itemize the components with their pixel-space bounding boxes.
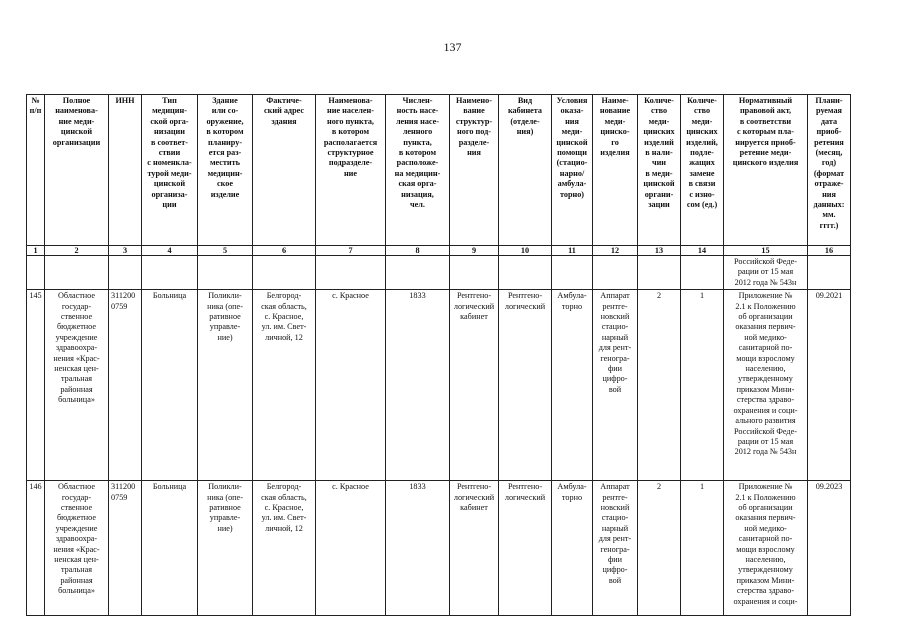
- conditions-cell: Амбула- торно: [552, 290, 593, 481]
- device-cell: Аппарат рентге- новский стацио- нарный для рент- геногра- фии цифро- вой: [593, 481, 638, 616]
- legal-act-continuation: Российской Феде- рации от 15 мая 2012 года № 543н: [724, 256, 808, 290]
- column-number: 8: [386, 246, 450, 256]
- col-header-building: Здание или со- оружение, в котором планиру- ется раз- местить медицин- ское изделие: [198, 95, 253, 246]
- col-header-population: Числен- ность насе- ления насе- ленного пункта, в котором расположе- на медицин- ская орга- низация, чел.: [386, 95, 450, 246]
- col-header-cabinet: Вид кабинета (отделе- ния): [499, 95, 552, 246]
- column-number: 3: [109, 246, 142, 256]
- col-header-unit: Наимено- вание структур- ного под- разделе- ния: [450, 95, 499, 246]
- col-header-address: Фактиче- ский адрес здания: [253, 95, 316, 246]
- column-number: 15: [724, 246, 808, 256]
- table-cell: [638, 256, 681, 290]
- cabinet-cell: Рентгено- логический: [499, 290, 552, 481]
- table-cell: [142, 256, 198, 290]
- col-header-date: Плани- руемая дата приоб- ретения (месяц, год) (формат отраже- ния данных: мм. гггг.): [808, 95, 851, 246]
- col-header-conditions: Условия оказа- ния меди- цинской помощи (стацио- нарно/ амбула- торно): [552, 95, 593, 246]
- inn-cell: 311200 0759: [109, 290, 142, 481]
- col-header-org-name: Полное наименова- ние меди- цинской организации: [45, 95, 109, 246]
- table-cell: [450, 256, 499, 290]
- column-number: 5: [198, 246, 253, 256]
- col-header-legal-act: Нормативный правовой акт, в соответстви с которым пла- нируется приоб- ретение меди- цинского изделия: [724, 95, 808, 246]
- column-number-row: [27, 246, 851, 256]
- building-cell: Поликли- ника (опе- ративное управле- ние): [198, 290, 253, 481]
- column-number: 9: [450, 246, 499, 256]
- col-header-org-type: Тип медицин- ской орга- низации в соответ- ствии с номенкла- турой меди- цинской организа- ции: [142, 95, 198, 246]
- table-cell: [681, 256, 724, 290]
- legal-act-cell: Приложение № 2.1 к Положению об организации оказания первич- ной медико- санитарной по- мощи взрослому населению, утвержденному приказом Мини- стерства здраво- охранения и соци-: [724, 481, 808, 616]
- table-row: [27, 481, 851, 616]
- column-number: 16: [808, 246, 851, 256]
- table-cell: [109, 256, 142, 290]
- column-number: 14: [681, 246, 724, 256]
- inn-cell: 311200 0759: [109, 481, 142, 616]
- device-cell: Аппарат рентге- новский стацио- нарный для рент- геногра- фии цифро- вой: [593, 290, 638, 481]
- column-number: 11: [552, 246, 593, 256]
- address-cell: Белгород- ская область, с. Красное, ул. им. Свет- личной, 12: [253, 481, 316, 616]
- row-number: 146: [27, 481, 45, 616]
- unit-cell: Рентгено- логический кабинет: [450, 481, 499, 616]
- table-cell: [552, 256, 593, 290]
- row-number: 145: [27, 290, 45, 481]
- org-name-cell: Областное государ- ственное бюджетное учреждение здравоохра- нения «Крас- ненская цен- тральная районная больница»: [45, 481, 109, 616]
- cabinet-cell: Рентгено- логический: [499, 481, 552, 616]
- qty-replace-cell: 1: [681, 290, 724, 481]
- continuation-row: [27, 256, 851, 290]
- locality-cell: с. Красное: [316, 290, 386, 481]
- table-cell: [253, 256, 316, 290]
- qty-available-cell: 2: [638, 481, 681, 616]
- table-cell: [808, 256, 851, 290]
- column-number: 4: [142, 246, 198, 256]
- date-cell: 09.2021: [808, 290, 851, 481]
- col-header-num: № п/п: [27, 95, 45, 246]
- column-number: 12: [593, 246, 638, 256]
- date-cell: 09.2023: [808, 481, 851, 616]
- unit-cell: Рентгено- логический кабинет: [450, 290, 499, 481]
- table-cell: [198, 256, 253, 290]
- qty-replace-cell: 1: [681, 481, 724, 616]
- col-header-qty-available: Количе- ство меди- цинских изделий в нали- чии в меди- цинской органи- зации: [638, 95, 681, 246]
- column-number: 1: [27, 246, 45, 256]
- column-number: 13: [638, 246, 681, 256]
- address-cell: Белгород- ская область, с. Красное, ул. им. Свет- личной, 12: [253, 290, 316, 481]
- column-number: 2: [45, 246, 109, 256]
- column-number: 10: [499, 246, 552, 256]
- medical-devices-table: [26, 94, 851, 616]
- table-cell: [593, 256, 638, 290]
- org-type-cell: Больница: [142, 481, 198, 616]
- table-cell: [45, 256, 109, 290]
- org-name-cell: Областное государ- ственное бюджетное учреждение здравоохра- нения «Крас- ненская цен- тральная районная больница»: [45, 290, 109, 481]
- col-header-locality: Наименова- ние населен- ного пункта, в котором располагается структурное подразделе- ние: [316, 95, 386, 246]
- population-cell: 1833: [386, 481, 450, 616]
- table-cell: [499, 256, 552, 290]
- qty-available-cell: 2: [638, 290, 681, 481]
- table-row: [27, 290, 851, 481]
- col-header-device: Наиме- нование меди- цинско- го изделия: [593, 95, 638, 246]
- conditions-cell: Амбула- торно: [552, 481, 593, 616]
- header-row: [27, 95, 851, 246]
- building-cell: Поликли- ника (опе- ративное управле- ние): [198, 481, 253, 616]
- org-type-cell: Больница: [142, 290, 198, 481]
- table-cell: [386, 256, 450, 290]
- table-container: [26, 94, 851, 616]
- column-number: 6: [253, 246, 316, 256]
- table-cell: [316, 256, 386, 290]
- population-cell: 1833: [386, 290, 450, 481]
- column-number: 7: [316, 246, 386, 256]
- col-header-inn: ИНН: [109, 95, 142, 246]
- legal-act-cell: Приложение № 2.1 к Положению об организации оказания первич- ной медико- санитарной по- мощи взрослому населению, утвержденному приказом Мини- стерства здраво- охранения и соци- ального развития Российской Феде- рации от 15 мая 2012 года № 543н: [724, 290, 808, 481]
- col-header-qty-replace: Количе- ство меди- цинских изделий, подле- жащих замене в связи с изно- сом (ед.): [681, 95, 724, 246]
- page-number: 137: [443, 40, 462, 54]
- locality-cell: с. Красное: [316, 481, 386, 616]
- table-cell: [27, 256, 45, 290]
